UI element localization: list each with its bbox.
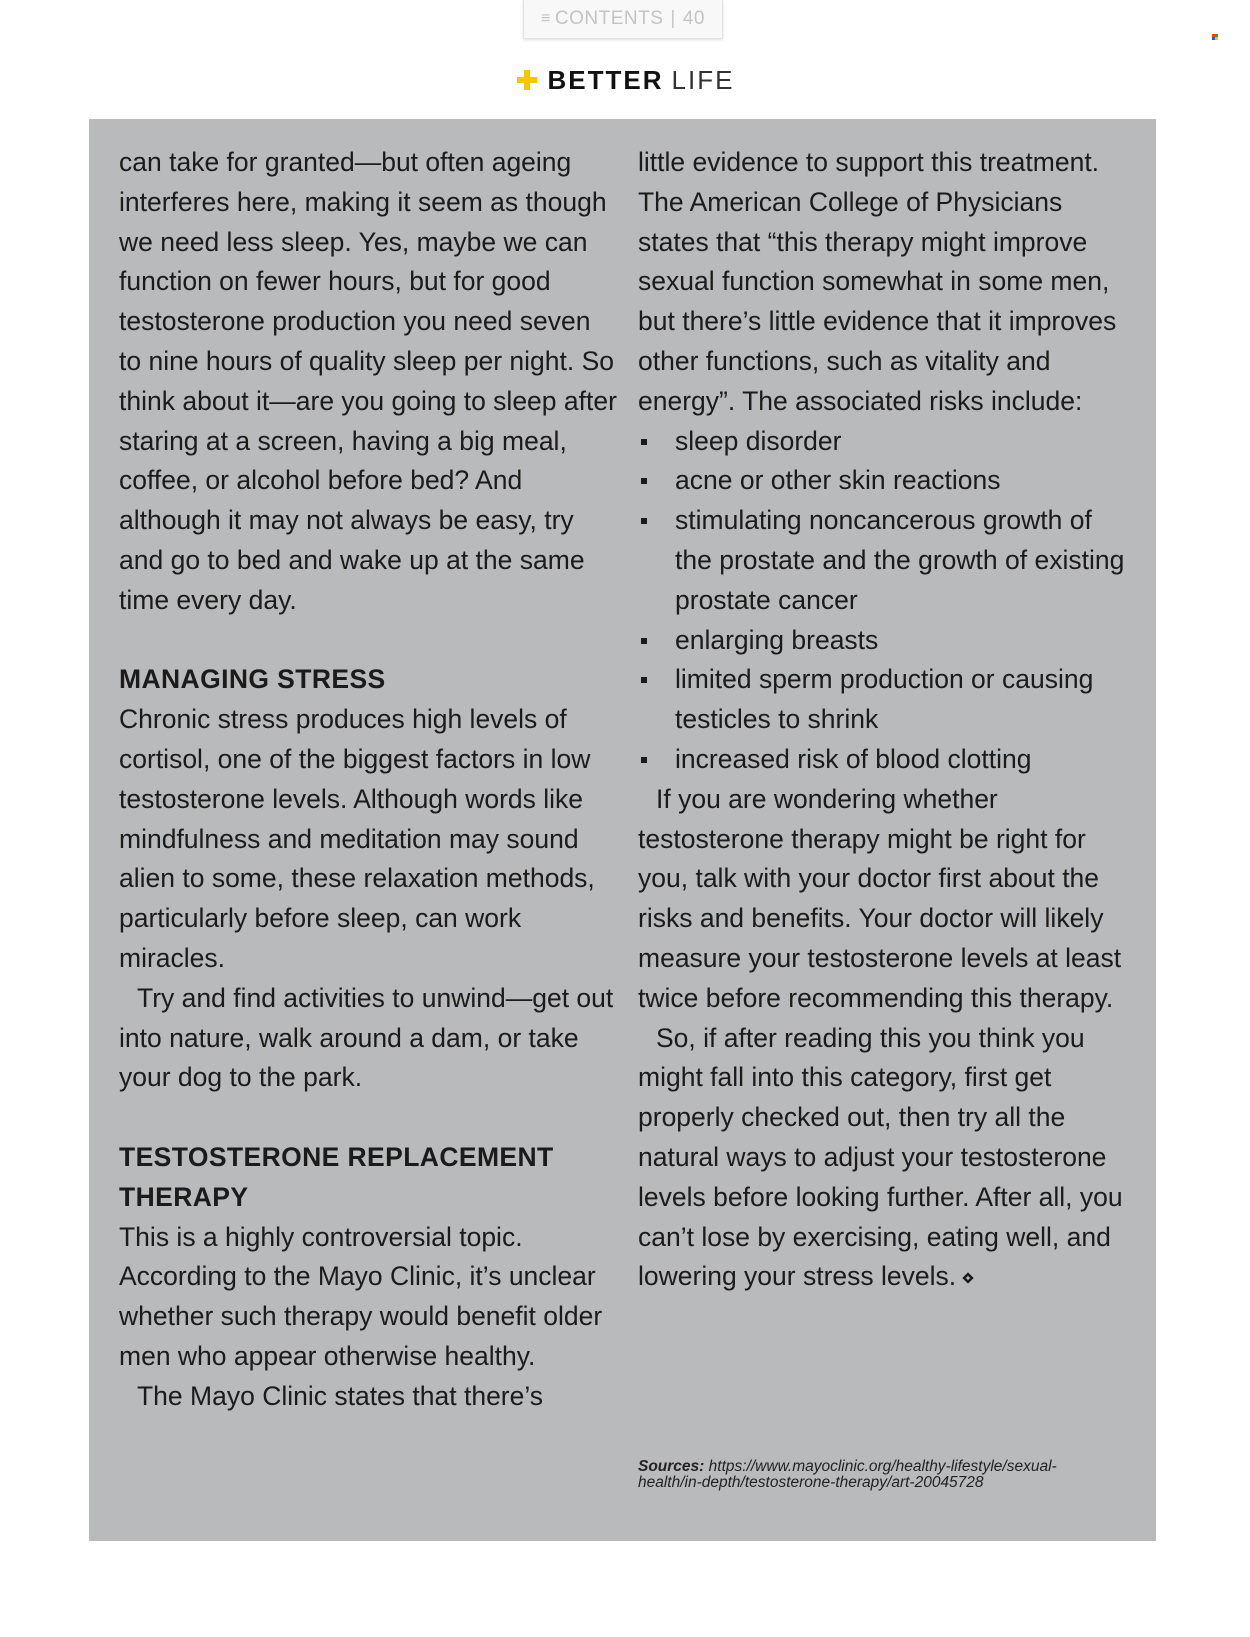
article-panel [89, 119, 1156, 1541]
divider: | [670, 8, 676, 29]
left-column [119, 143, 619, 1417]
trt-paragraph-2: The Mayo Clinic states that there’s [137, 1380, 544, 1411]
page-number: 40 [682, 8, 705, 29]
doctor-paragraph: If you are wondering whether testosterone therapy might be right for you, talk with your doctor first about the risks and benefits. Your doctor will likely measure your testosterone levels at least twice before recommending this therapy. [638, 783, 1122, 1013]
menu-icon: ≡ [541, 10, 551, 27]
contents-button[interactable] [523, 0, 723, 39]
right-column [638, 143, 1128, 1297]
list-item: increased risk of blood clotting [638, 740, 1128, 780]
closing-text: So, if after reading this you think you might fall into this category, first get properly checked out, then try all the natural ways to adjust your testosterone levels before looking further. After all, you can’t lose by exercising, eating well, and lowering your stress levels. [638, 1022, 1123, 1292]
closing-paragraph [638, 1019, 1128, 1298]
stress-paragraph-2: Try and find activities to unwind—get out into nature, walk around a dam, or take your dog to the park. [119, 982, 614, 1093]
section-title-light: LIFE [671, 64, 735, 95]
sleep-paragraph: can take for granted—but often ageing interferes here, making it seem as though we need less sleep. Yes, maybe we can function on fewer hours, but for good testosterone production you need seven to nine hours of quality sleep per night. So think about it—are you going to sleep after staring at a screen, having a big meal, coffee, or alcohol before bed? And although it may not always be easy, try and go to bed and wake up at the same time every day. [119, 147, 617, 615]
plus-icon [516, 69, 538, 91]
list-item: enlarging breasts [638, 621, 1128, 661]
stress-paragraph-1: Chronic stress produces high levels of cortisol, one of the biggest factors in low testosterone levels. Although words like mindfulness and meditation may sound alien to some, these relaxation methods, particularly before sleep, can work miracles. [119, 704, 595, 973]
contents-label: CONTENTS [554, 8, 664, 29]
sources-link[interactable]: https://www.mayoclinic.org/healthy-lifestyle/sexual-health/in-depth/testosterone-therapy/art-20045728 [638, 1458, 1057, 1491]
trt-paragraph-1: This is a highly controversial topic. According to the Mayo Clinic, it’s unclear whether such therapy would benefit older men who appear otherwise healthy. [119, 1221, 603, 1371]
section-header [0, 64, 1250, 96]
color-marker-icon [1212, 34, 1218, 40]
list-item: stimulating noncancerous growth of the prostate and the growth of existing prostate cancer [638, 501, 1128, 620]
risks-list [638, 422, 1128, 780]
trt-heading: TESTOSTERONE REPLACEMENT THERAPY [119, 1141, 554, 1212]
managing-stress-heading: MANAGING STRESS [119, 664, 386, 695]
sources-label: Sources: [638, 1458, 705, 1475]
list-item: acne or other skin reactions [638, 461, 1128, 501]
sources-note [638, 1459, 1118, 1491]
section-title-bold: BETTER [547, 64, 664, 95]
evidence-paragraph: little evidence to support this treatment. The American College of Physicians states that “this therapy might improve sexual function somewhat in some men, but there’s little evidence that it improves other functions, such as vitality and energy”. The associated risks include: [638, 147, 1117, 416]
list-item: limited sperm production or causing testicles to shrink [638, 660, 1128, 740]
end-mark-icon [962, 1272, 974, 1284]
list-item: sleep disorder [638, 422, 1128, 462]
